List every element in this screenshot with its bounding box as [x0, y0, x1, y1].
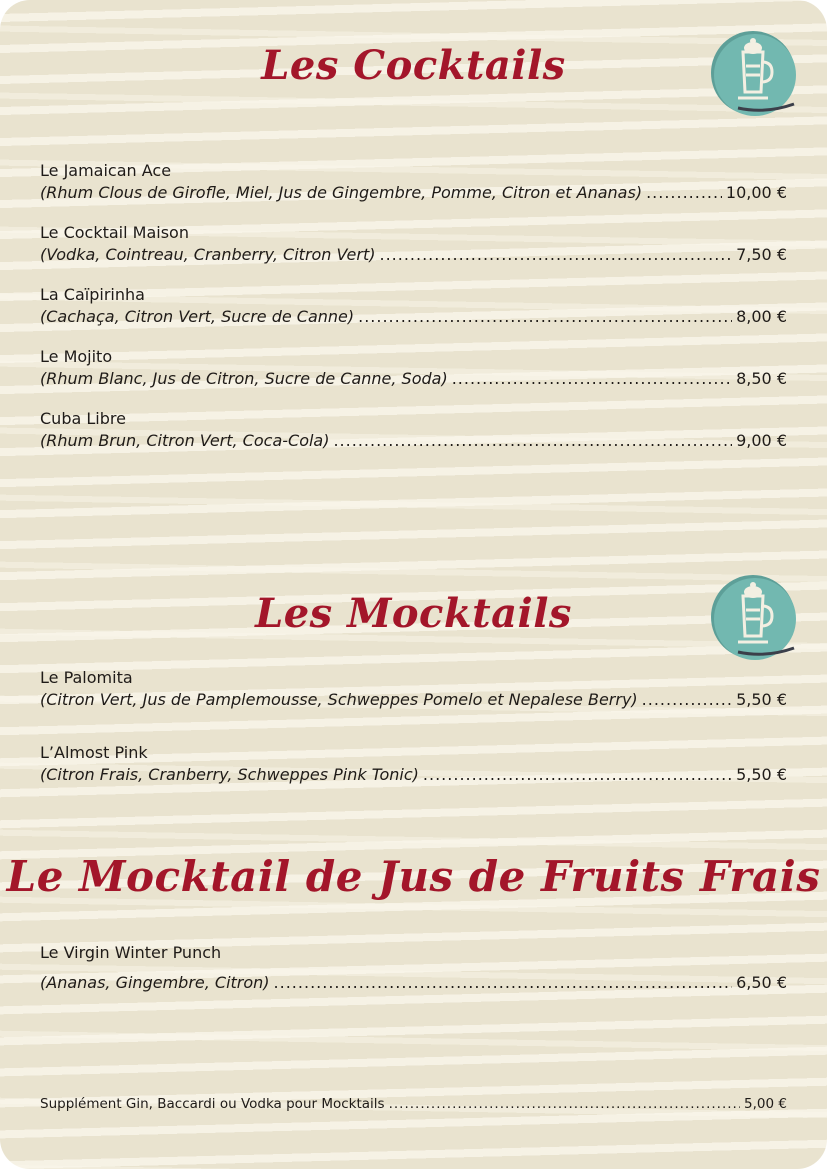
item-name: Le Virgin Winter Punch [40, 943, 222, 962]
menu-item [40, 347, 787, 389]
menu-item [40, 943, 787, 993]
item-name: Le Jamaican Ace [40, 161, 172, 180]
menu-item [40, 285, 787, 327]
item-description: (Rhum Clous de Girofle, Miel, Jus de Gingembre, Pomme, Citron et Ananas) [40, 183, 643, 202]
leader-dots [646, 183, 722, 203]
leader-dots [452, 369, 732, 389]
leader-dots [333, 431, 732, 451]
item-price: 8,00 € [736, 307, 787, 326]
cocktails-title: Les Cocktails [261, 42, 566, 89]
item-name: Cuba Libre [40, 409, 126, 428]
menu-item [40, 409, 787, 451]
leader-dots [642, 690, 732, 710]
item-description: (Vodka, Cointreau, Cranberry, Citron Vert) [40, 245, 376, 264]
leader-dots [274, 973, 733, 993]
menu-item [40, 743, 787, 785]
leader-dots [358, 307, 732, 327]
item-name: Le Palomita [40, 668, 133, 687]
item-price: 8,50 € [736, 369, 787, 388]
glass-mug-icon [708, 28, 798, 118]
leader-dots [389, 1095, 740, 1113]
item-description: (Citron Vert, Jus de Pamplemousse, Schweppes Pomelo et Nepalese Berry) [40, 690, 638, 709]
supplement-price: 5,00 € [744, 1096, 787, 1112]
item-price: 10,00 € [725, 183, 787, 202]
item-price: 5,50 € [736, 765, 787, 784]
menu-item [40, 223, 787, 265]
item-name: Le Cocktail Maison [40, 223, 189, 242]
item-name: Le Mojito [40, 347, 113, 366]
supplement-text: Supplément Gin, Baccardi ou Vodka pour Mocktails [40, 1096, 385, 1112]
item-price: 6,50 € [736, 973, 787, 992]
fresh-juice-title: Le Mocktail de Jus de Fruits Frais [6, 852, 821, 901]
leader-dots [379, 245, 732, 265]
menu-item [40, 668, 787, 710]
item-description: (Rhum Blanc, Jus de Citron, Sucre de Canne, Soda) [40, 369, 448, 388]
supplement-line [40, 1095, 787, 1113]
item-name: L’Almost Pink [40, 743, 148, 762]
item-price: 5,50 € [736, 690, 787, 709]
menu-item [40, 161, 787, 203]
mocktails-title: Les Mocktails [255, 590, 572, 637]
item-price: 7,50 € [736, 245, 787, 264]
glass-mug-icon [708, 572, 798, 662]
item-price: 9,00 € [736, 431, 787, 450]
leader-dots [423, 765, 732, 785]
item-description: (Rhum Brun, Citron Vert, Coca-Cola) [40, 431, 330, 450]
item-description: (Citron Frais, Cranberry, Schweppes Pink Tonic) [40, 765, 419, 784]
item-description: (Ananas, Gingembre, Citron) [40, 973, 270, 992]
item-name: La Caïpirinha [40, 285, 145, 304]
item-description: (Cachaça, Citron Vert, Sucre de Canne) [40, 307, 355, 326]
